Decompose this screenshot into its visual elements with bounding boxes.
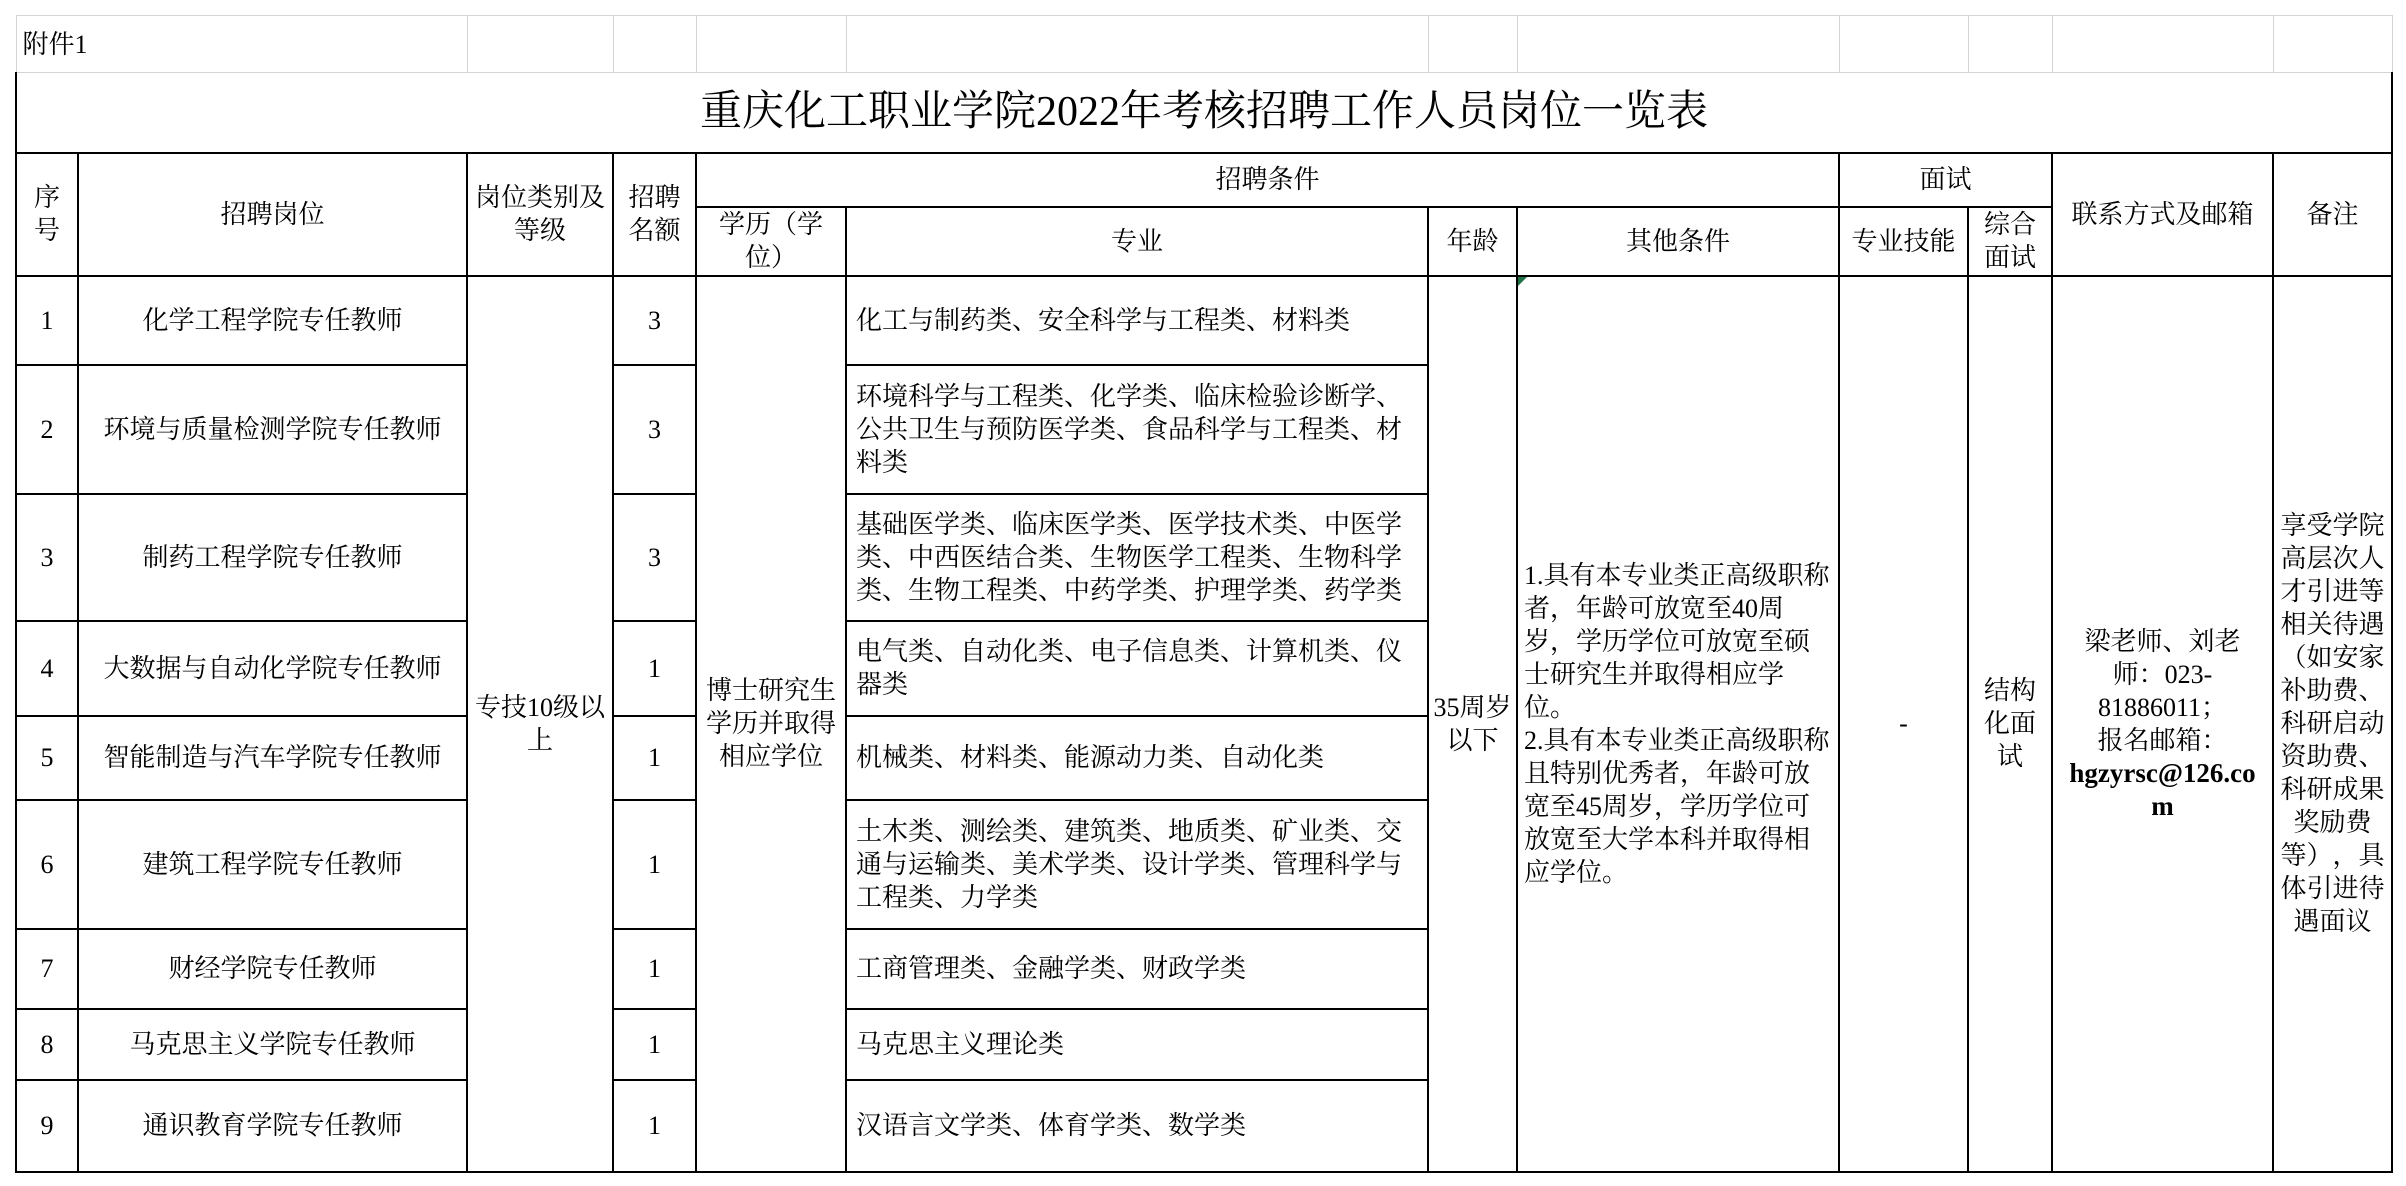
header-interview[interactable]: 面试 bbox=[1839, 153, 2052, 207]
row-quota[interactable]: 1 bbox=[613, 1080, 696, 1172]
row-major[interactable]: 化工与制药类、安全科学与工程类、材料类 bbox=[846, 276, 1428, 365]
row-quota[interactable]: 1 bbox=[613, 800, 696, 929]
row-major[interactable]: 马克思主义理论类 bbox=[846, 1009, 1428, 1080]
row-seq[interactable]: 4 bbox=[16, 621, 78, 716]
row-quota[interactable]: 1 bbox=[613, 716, 696, 800]
contact-email: hgzyrsc@126.com bbox=[2069, 757, 2256, 821]
header-category[interactable]: 岗位类别及等级 bbox=[467, 153, 613, 276]
remarks-cell[interactable]: 享受学院高层次人才引进等相关待遇（如安家补助费、科研启动资助费、科研成果奖励费等），具体引进待遇面议 bbox=[2273, 276, 2392, 1172]
header-education[interactable]: 学历（学位） bbox=[696, 207, 846, 276]
page-title[interactable]: 重庆化工职业学院2022年考核招聘工作人员岗位一览表 bbox=[16, 73, 2392, 153]
row-position[interactable]: 制药工程学院专任教师 bbox=[78, 494, 467, 621]
header-conditions[interactable]: 招聘条件 bbox=[696, 153, 1839, 207]
header-major[interactable]: 专业 bbox=[846, 207, 1428, 276]
recruitment-position-table bbox=[15, 15, 2393, 1173]
row-position[interactable]: 智能制造与汽车学院专任教师 bbox=[78, 716, 467, 800]
blank-cell[interactable] bbox=[2273, 16, 2392, 73]
contact-cell[interactable] bbox=[2052, 276, 2273, 1172]
table-row bbox=[16, 276, 2392, 365]
row-major[interactable]: 工商管理类、金融学类、财政学类 bbox=[846, 929, 1428, 1009]
contact-phone: 梁老师、刘老师：023-81886011； bbox=[2084, 626, 2241, 722]
age-cell[interactable]: 35周岁以下 bbox=[1428, 276, 1517, 1172]
row-seq[interactable]: 8 bbox=[16, 1009, 78, 1080]
other-conditions-cell[interactable] bbox=[1517, 276, 1839, 1172]
row-seq[interactable]: 7 bbox=[16, 929, 78, 1009]
row-seq[interactable]: 9 bbox=[16, 1080, 78, 1172]
row-major[interactable]: 土木类、测绘类、建筑类、地质类、矿业类、交通与运输类、美术学类、设计学类、管理科学与工程类、力学类 bbox=[846, 800, 1428, 929]
row-seq[interactable]: 2 bbox=[16, 365, 78, 494]
row-position[interactable]: 建筑工程学院专任教师 bbox=[78, 800, 467, 929]
row-major[interactable]: 环境科学与工程类、化学类、临床检验诊断学、公共卫生与预防医学类、食品科学与工程类、材料类 bbox=[846, 365, 1428, 494]
row-major[interactable]: 电气类、自动化类、电子信息类、计算机类、仪器类 bbox=[846, 621, 1428, 716]
header-row-1 bbox=[16, 153, 2392, 207]
row-position[interactable]: 大数据与自动化学院专任教师 bbox=[78, 621, 467, 716]
blank-cell[interactable] bbox=[2052, 16, 2273, 73]
header-contact[interactable]: 联系方式及邮箱 bbox=[2052, 153, 2273, 276]
row-position[interactable]: 马克思主义学院专任教师 bbox=[78, 1009, 467, 1080]
title-row bbox=[16, 73, 2392, 153]
row-quota[interactable]: 1 bbox=[613, 1009, 696, 1080]
row-major[interactable]: 基础医学类、临床医学类、医学技术类、中医学类、中西医结合类、生物医学工程类、生物科学类、生物工程类、中药学类、护理学类、药学类 bbox=[846, 494, 1428, 621]
header-comprehensive-interview[interactable]: 综合面试 bbox=[1968, 207, 2052, 276]
attachment-label[interactable]: 附件1 bbox=[16, 16, 467, 73]
blank-cell[interactable] bbox=[696, 16, 846, 73]
attachment-row bbox=[16, 16, 2392, 73]
blank-cell[interactable] bbox=[467, 16, 613, 73]
row-quota[interactable]: 3 bbox=[613, 276, 696, 365]
row-position[interactable]: 化学工程学院专任教师 bbox=[78, 276, 467, 365]
blank-cell[interactable] bbox=[1839, 16, 1968, 73]
row-quota[interactable]: 1 bbox=[613, 621, 696, 716]
header-other-conditions[interactable]: 其他条件 bbox=[1517, 207, 1839, 276]
other-condition-item: 2.具有本专业类正高级职称且特别优秀者，年龄可放宽至45周岁，学历学位可放宽至大学本科并取得相应学位。 bbox=[1524, 725, 1830, 887]
blank-cell[interactable] bbox=[613, 16, 696, 73]
comprehensive-interview-cell[interactable]: 结构化面试 bbox=[1968, 276, 2052, 1172]
row-position[interactable]: 环境与质量检测学院专任教师 bbox=[78, 365, 467, 494]
blank-cell[interactable] bbox=[1428, 16, 1517, 73]
header-quota[interactable]: 招聘名额 bbox=[613, 153, 696, 276]
blank-cell[interactable] bbox=[1517, 16, 1839, 73]
header-remarks[interactable]: 备注 bbox=[2273, 153, 2392, 276]
other-condition-item: 1.具有本专业类正高级职称者，年龄可放宽至40周岁，学历学位可放宽至硕士研究生并取得相应学位。 bbox=[1524, 560, 1830, 722]
header-skill-test[interactable]: 专业技能 bbox=[1839, 207, 1968, 276]
row-seq[interactable]: 5 bbox=[16, 716, 78, 800]
row-major[interactable]: 机械类、材料类、能源动力类、自动化类 bbox=[846, 716, 1428, 800]
row-quota[interactable]: 3 bbox=[613, 494, 696, 621]
row-major[interactable]: 汉语言文学类、体育学类、数学类 bbox=[846, 1080, 1428, 1172]
row-seq[interactable]: 1 bbox=[16, 276, 78, 365]
header-position[interactable]: 招聘岗位 bbox=[78, 153, 467, 276]
header-age[interactable]: 年龄 bbox=[1428, 207, 1517, 276]
row-seq[interactable]: 6 bbox=[16, 800, 78, 929]
row-quota[interactable]: 1 bbox=[613, 929, 696, 1009]
blank-cell[interactable] bbox=[846, 16, 1428, 73]
skill-test-cell[interactable]: - bbox=[1839, 276, 1968, 1172]
row-quota[interactable]: 3 bbox=[613, 365, 696, 494]
blank-cell[interactable] bbox=[1968, 16, 2052, 73]
row-position[interactable]: 财经学院专任教师 bbox=[78, 929, 467, 1009]
header-seq[interactable]: 序号 bbox=[16, 153, 78, 276]
row-position[interactable]: 通识教育学院专任教师 bbox=[78, 1080, 467, 1172]
contact-email-label: 报名邮箱： bbox=[2097, 725, 2228, 755]
error-indicator-icon bbox=[1518, 277, 1527, 286]
category-cell[interactable]: 专技10级以上 bbox=[467, 276, 613, 1172]
row-seq[interactable]: 3 bbox=[16, 494, 78, 621]
education-cell[interactable]: 博士研究生学历并取得相应学位 bbox=[696, 276, 846, 1172]
